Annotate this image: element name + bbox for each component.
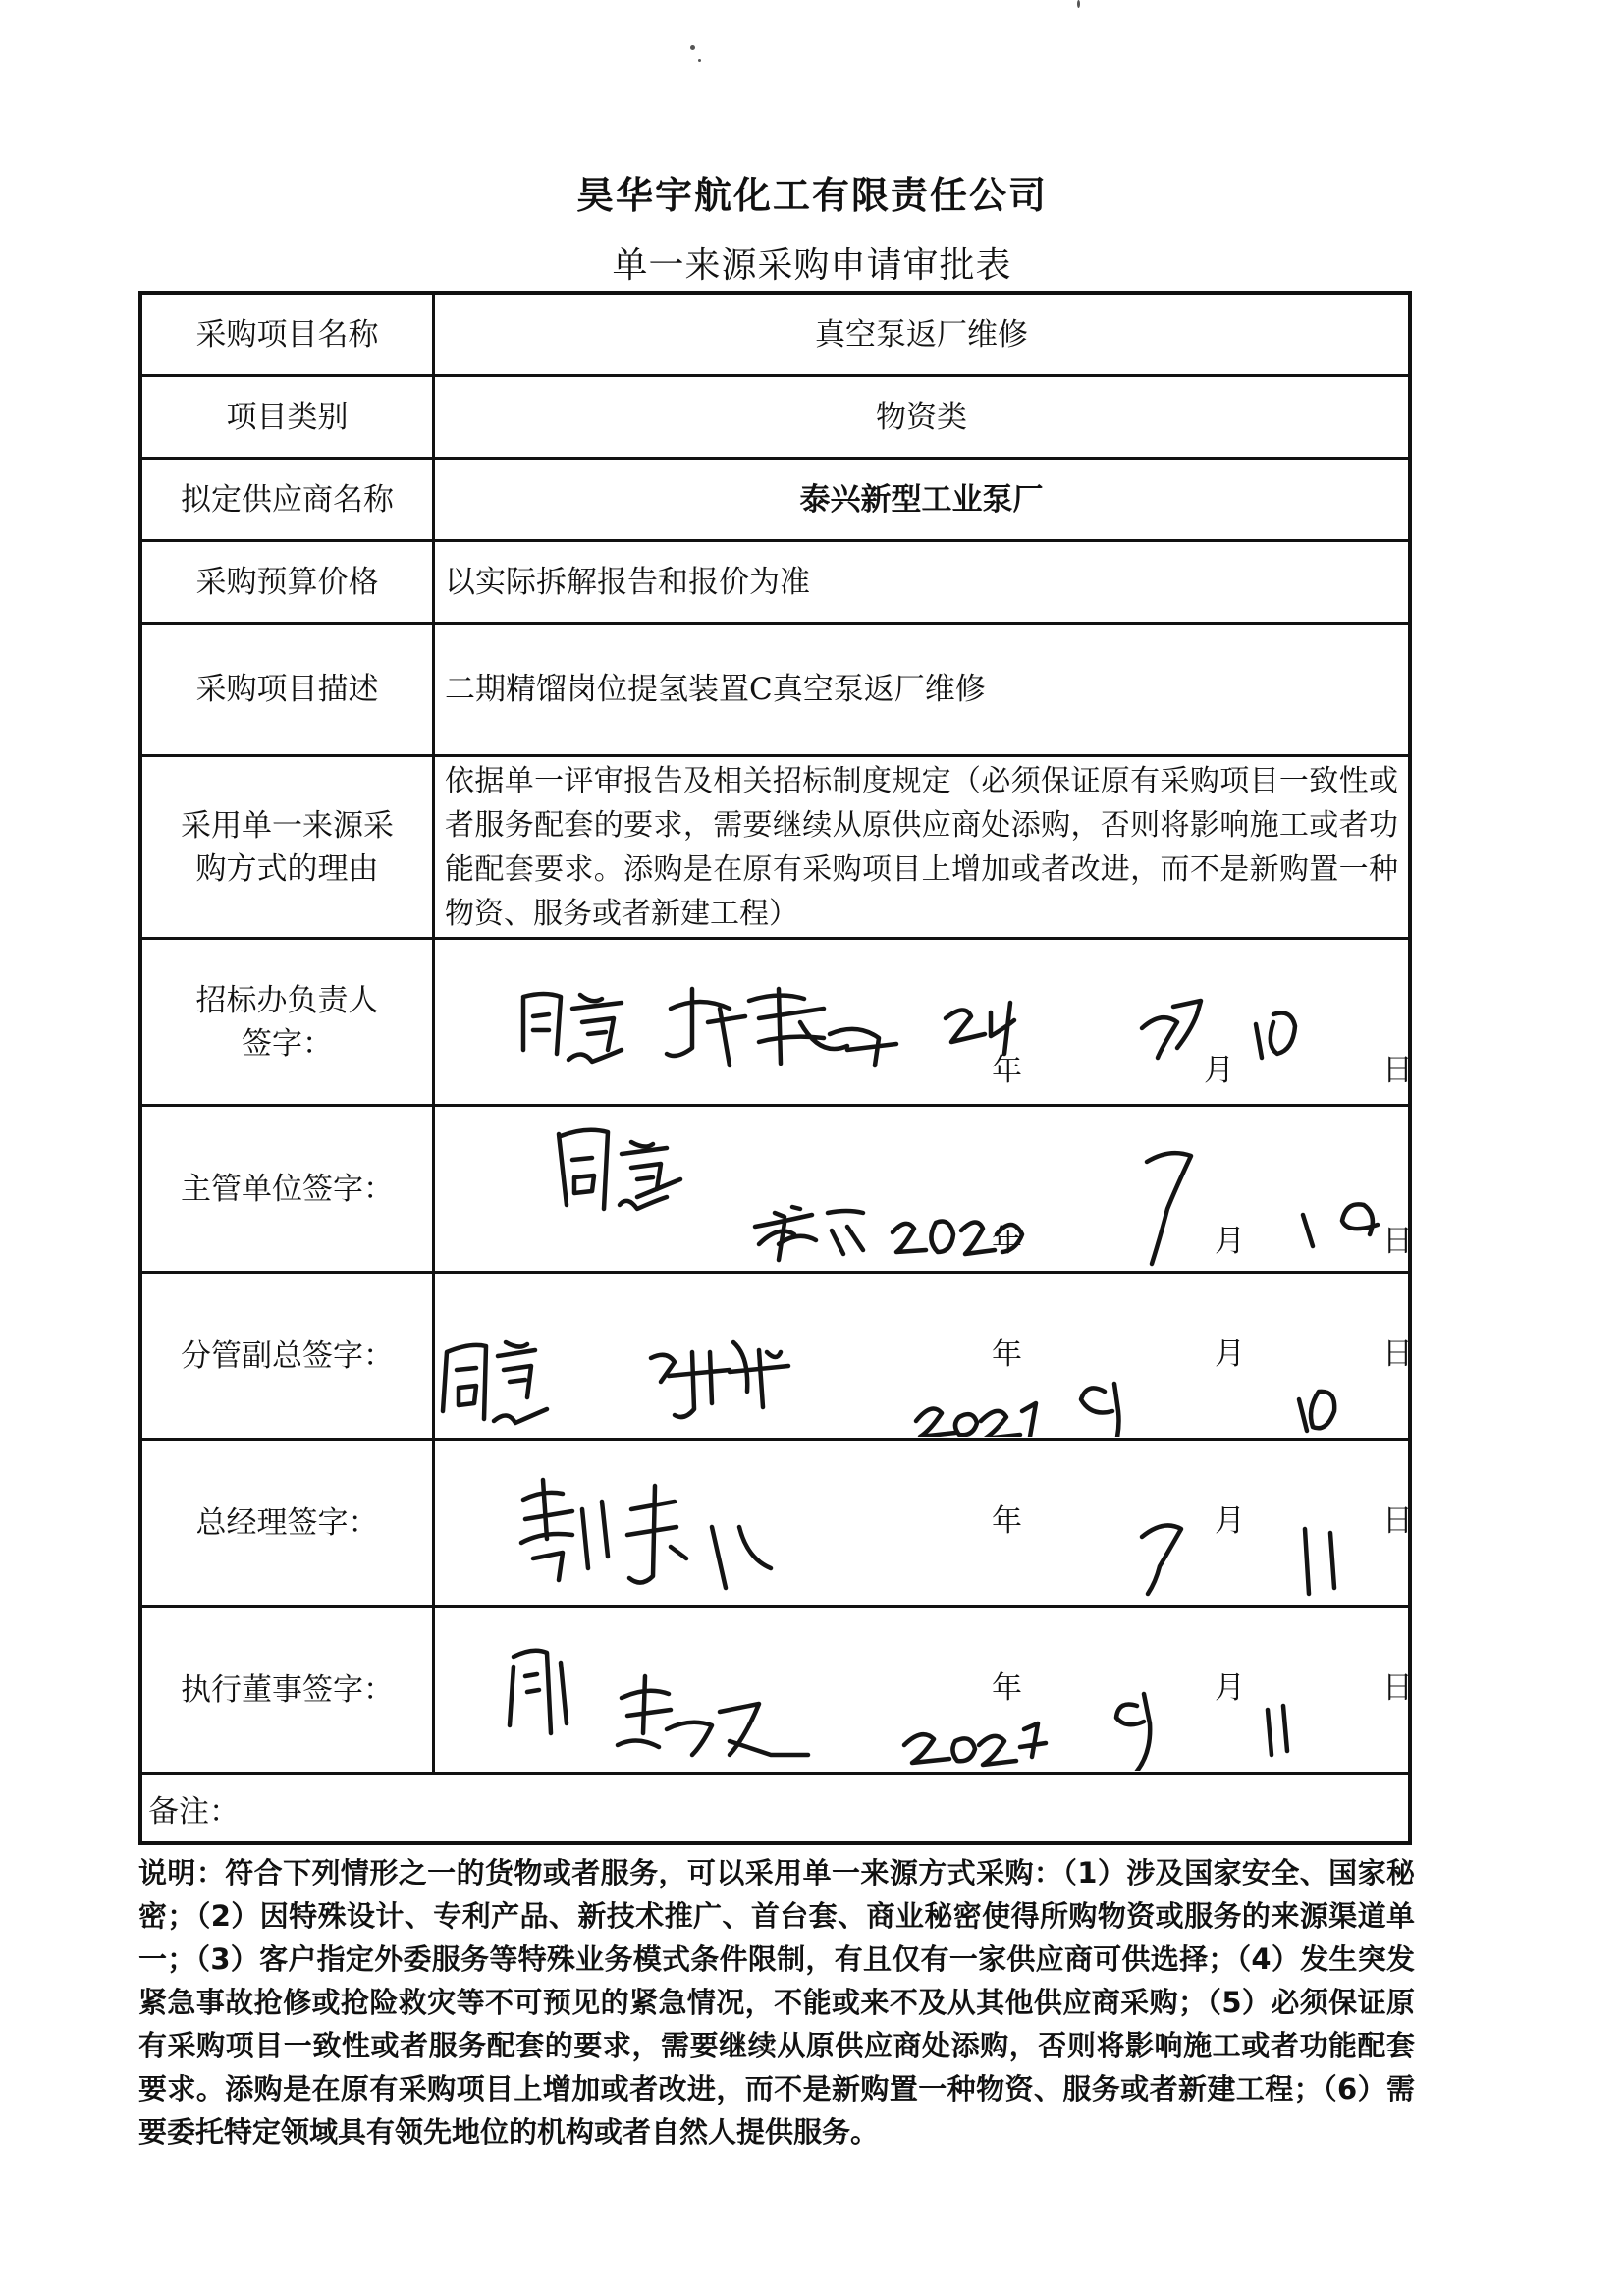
- scan-speck: [1077, 0, 1080, 8]
- signature-label: 分管副总签字：: [142, 1274, 435, 1438]
- handwritten-signature: [435, 1274, 1407, 1437]
- scan-speck: [698, 59, 701, 62]
- signature-label: 执行董事签字：: [142, 1608, 435, 1772]
- signature-area: [435, 1274, 1413, 1438]
- month-unit: 月: [1215, 1337, 1245, 1372]
- year-unit: 年: [992, 1337, 1022, 1372]
- budget-value: 以实际拆解报告和报价为准: [445, 564, 810, 600]
- handwritten-signature: [435, 1608, 1407, 1771]
- explanation-text: 说明：符合下列情形之一的货物或者服务，可以采用单一来源方式采购：（1）涉及国家安全、国家秘密；（2）因特殊设计、专利产品、新技术推广、首台套、商业秘密使得所购物资或服务的来源渠道单一；（3）客户指定外委服务等特殊业务模式条件限制，有且仅有一家供应商可供选择；（4）发生突发紧急事故抢修或抢险救灾等不可预见的紧急情况，不能或来不及从其他供应商采购；（5）必须保证原有采购项目一致性或者服务配套的要求，需要继续从原供应商处添购，否则将影响施工或者功能配套要求。添购是在原有采购项目上增加或者改进，而不是新购置一种物资、服务或者新建工程；（6）需要委托特定领域具有领先地位的机构或者自然人提供服务。: [138, 1856, 1415, 2149]
- month-unit: 月: [1215, 1224, 1245, 1259]
- notes-row: [142, 1775, 1408, 1841]
- year-unit: 年: [992, 1503, 1022, 1539]
- day-unit: 日: [1382, 1503, 1413, 1539]
- row-project-category: [142, 377, 1408, 460]
- budget-label: 采购预算价格: [142, 542, 435, 622]
- handwritten-signature: [435, 1441, 1407, 1604]
- project-name-label: 采购项目名称: [142, 295, 435, 374]
- signature-area: [435, 1441, 1413, 1605]
- signature-area: [435, 940, 1413, 1104]
- signature-row-bidding-office: [142, 940, 1413, 1107]
- handwritten-signature: [435, 940, 1407, 1103]
- company-name: 昊华宇航化工有限责任公司: [575, 173, 1048, 217]
- reason-value: 依据单一评审报告及相关招标制度规定（必须保证原有采购项目一致性或者服务配套的要求，需要继续从原供应商处添购，否则将影响施工或者功能配套要求。添购是在原有采购项目上增加或者改进，而不是新购置一种物资、服务或者新建工程）: [445, 764, 1398, 931]
- scan-speck: [690, 45, 695, 50]
- day-unit: 日: [1382, 1337, 1413, 1372]
- signature-label: 主管单位签字：: [142, 1107, 435, 1271]
- supplier-label: 拟定供应商名称: [142, 460, 435, 539]
- day-unit: 日: [1382, 1053, 1413, 1088]
- year-unit: 年: [992, 1224, 1022, 1259]
- supplier-value: 泰兴新型工业泵厂: [799, 481, 1044, 518]
- form-title: 单一来源采购申请审批表: [612, 246, 1012, 286]
- row-project-name: [142, 295, 1408, 377]
- approval-form-table: [138, 291, 1412, 1845]
- signature-row-general-manager: [142, 1441, 1413, 1608]
- month-unit: 月: [1215, 1670, 1245, 1706]
- reason-label: 采用单一来源采购方式的理由: [142, 757, 435, 937]
- signature-row-deputy-gm: [142, 1274, 1413, 1441]
- description-label: 采购项目描述: [142, 625, 435, 754]
- notes-label: 备注：: [148, 1793, 240, 1830]
- row-reason: [142, 757, 1408, 940]
- signature-label: 总经理签字：: [142, 1441, 435, 1605]
- signature-area: [435, 1608, 1413, 1772]
- signature-area: [435, 1107, 1413, 1271]
- month-unit: 月: [1204, 1053, 1234, 1088]
- year-unit: 年: [992, 1670, 1022, 1706]
- day-unit: 日: [1382, 1670, 1413, 1706]
- signature-row-executive-director: [142, 1608, 1413, 1775]
- signature-row-competent-unit: [142, 1107, 1413, 1274]
- handwritten-signature: [435, 1107, 1407, 1270]
- project-category-value: 物资类: [876, 399, 967, 435]
- signature-label: 招标办负责人签字：: [142, 940, 435, 1104]
- day-unit: 日: [1382, 1224, 1413, 1259]
- year-unit: 年: [992, 1053, 1022, 1088]
- project-category-label: 项目类别: [142, 377, 435, 457]
- row-supplier: [142, 460, 1408, 542]
- row-budget: [142, 542, 1408, 625]
- project-name-value: 真空泵返厂维修: [815, 316, 1028, 353]
- month-unit: 月: [1215, 1503, 1245, 1539]
- description-value: 二期精馏岗位提氢装置C真空泵返厂维修: [445, 672, 986, 707]
- row-description: [142, 625, 1408, 757]
